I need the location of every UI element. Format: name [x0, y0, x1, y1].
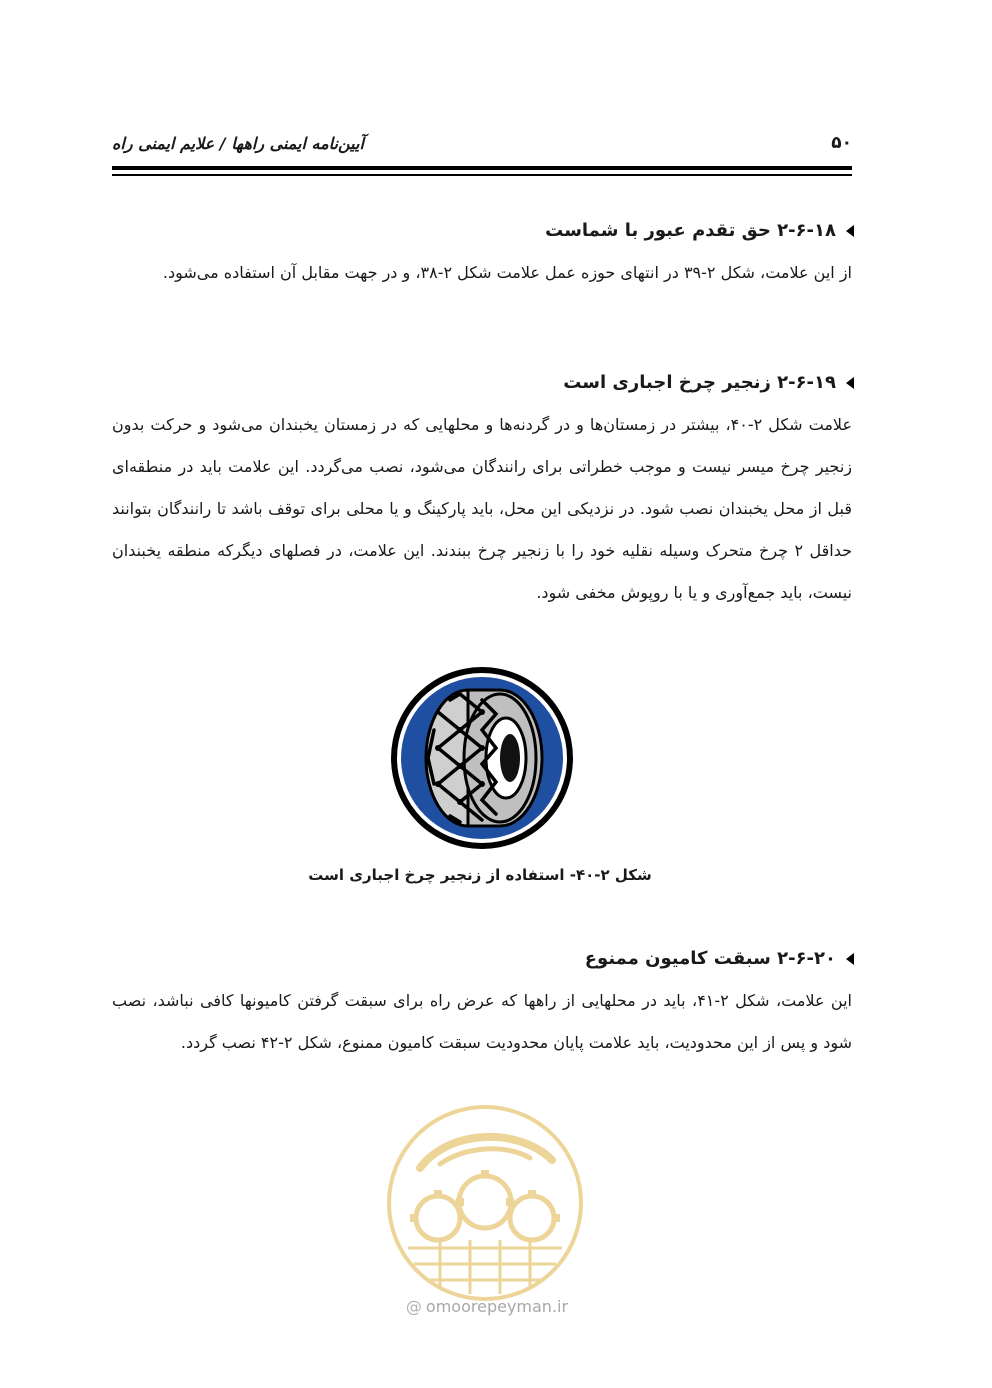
bullet-arrow-icon	[846, 953, 854, 965]
header-rule-thin	[112, 174, 852, 176]
section-heading-19	[112, 366, 854, 400]
watermark-url-text: omoorepeyman.ir	[425, 1296, 569, 1316]
running-title: آیین‌نامه ایمنی راهها / علایم ایمنی راه	[112, 133, 364, 153]
omoorepeyman-logo-icon	[380, 1098, 590, 1308]
section-heading-text: ۲-۶-۱۹ زنجیر چرخ اجباری است	[563, 372, 836, 393]
header-rule-thick	[112, 166, 852, 170]
section-heading-text: ۲-۶-۲۰ سبقت کامیون ممنوع	[584, 948, 836, 969]
section-paragraph-20: این علامت، شکل ۲-۴۱، باید در محلهایی از راهها که عرض راه برای سبقت گرفتن کامیونها کافی نباشد، نصب شود و پس از این محدودیت، باید علامت پایان محدودیت سبقت کامیون ممنوع، شکل ۲-۴۲ نصب گردد.	[112, 991, 852, 1052]
snow-chain-tire-icon	[388, 664, 576, 852]
running-header	[112, 128, 852, 158]
section-heading-18	[112, 214, 854, 248]
section-heading-text: ۲-۶-۱۸ حق تقدم عبور با شماست	[545, 220, 836, 241]
watermark-logo	[380, 1098, 590, 1308]
page-number: ۵۰	[831, 133, 852, 153]
section-paragraph-18: از این علامت، شکل ۲-۳۹ در انتهای حوزه عمل علامت شکل ۲-۳۸، و در جهت مقابل آن استفاده می‌شود.	[162, 263, 852, 282]
bullet-arrow-icon	[846, 225, 854, 237]
section-paragraph-19: علامت شکل ۲-۴۰، بیشتر در زمستان‌ها و در گردنه‌ها و محلهایی که در زمستان یخبندان می‌شود و حرکت بدون زنجیر چرخ میسر نیست و موجب خطراتی برای رانندگان می‌شود، نصب می‌گردد. این علامت باید در منطقه‌ای قبل از محل یخبندان نصب شود. در نزدیکی این محل، باید پارکینگ و یا محلی برای توقف باشد تا رانندگان بتوانند حداقل ۲ چرخ متحرک وسیله نقلیه خود را با زنجیر چرخ ببندند. این علامت، در فصلهای دیگرکه منطقه یخبندان نیست، باید جمع‌آوری و یا با روپوش مخفی شود.	[112, 415, 853, 602]
watermark-url	[382, 1294, 592, 1318]
at-sign-icon: @	[405, 1296, 422, 1316]
bullet-arrow-icon	[846, 377, 854, 389]
snow-chain-sign-figure	[388, 664, 576, 852]
section-heading-20	[112, 942, 854, 976]
figure-caption: شکل ۲-۴۰- استفاده از زنجیر چرخ اجباری است	[308, 866, 652, 884]
